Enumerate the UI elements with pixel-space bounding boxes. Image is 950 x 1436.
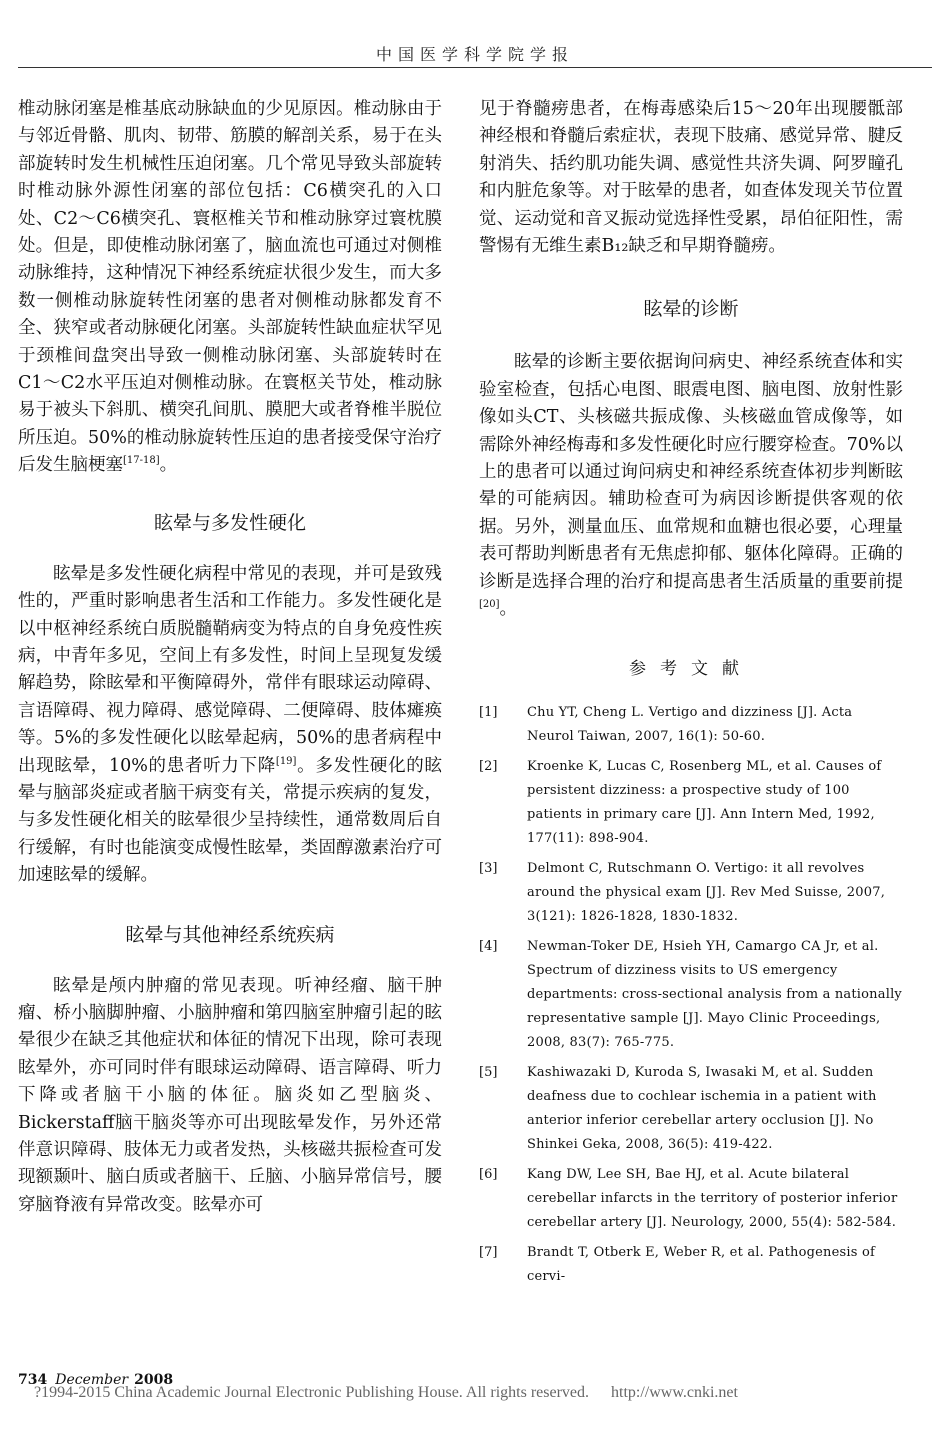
copyright-watermark <box>34 1384 934 1402</box>
reference-item <box>479 755 903 851</box>
reference-number: [2] <box>479 758 498 774</box>
paragraph-text: 眩晕是多发性硬化病程中常见的表现，并可是致残性的，严重时影响患者生活和工作能力。多发性硬化是以中枢神经系统白质脱髓鞘病变为特点的自身免疫性疾病，中青年多见，空间上有多发性，时间上呈现复发缓解趋势，除眩晕和平衡障碍外，常伴有眼球运动障碍、言语障碍、视力障碍、感觉障碍、二便障碍、肢体瘫痪等。5%的多发性硬化以眩晕起病，50%的患者病程中出现眩晕，10%的患者听力下降 <box>18 563 442 776</box>
reference-text: Kashiwazaki D, Kuroda S, Iwasaki M, et al. Sudden deafness due to cochlear ischemia in a patient with anterior inferior cerebellar artery occlusion [J]. No Shinkei Geka, 2008, 36(5): 419-422. <box>527 1064 877 1152</box>
reference-item <box>479 935 903 1055</box>
citation: [19] <box>275 755 297 767</box>
section-heading-other-diseases: 眩晕与其他神经系统疾病 <box>125 923 335 946</box>
references-heading: 参考文献 <box>629 658 753 679</box>
paragraph-text: 椎动脉闭塞是椎基底动脉缺血的少见原因。椎动脉由于与邻近骨骼、肌肉、韧带、筋膜的解剖关系，易于在头部旋转时发生机械性压迫闭塞。几个常见导致头部旋转时椎动脉外源性闭塞的部位包括：C6横突孔的入口处、C2～C6横突孔、寰枢椎关节和椎动脉穿过寰枕膜处。但是，即使椎动脉闭塞了，脑血流也可通过对侧椎动脉维持，这种情况下神经系统症状很少发生，而大多数一侧椎动脉旋转性闭塞的患者对侧椎动脉都发育不全、狭窄或者动脉硬化闭塞。头部旋转性缺血症状罕见于颈椎间盘突出导致一侧椎动脉闭塞、头部旋转时在C1～C2水平压迫对侧椎动脉。在寰枢关节处，椎动脉易于被头下斜肌、横突孔间肌、膜肥大或者脊椎半脱位所压迫。50%的椎动脉旋转性压迫的患者接受保守治疗后发生脑梗塞 <box>18 99 442 476</box>
copyright-text: ?1994-2015 China Academic Journal Electronic Publishing House. All rights reserved. <box>34 1384 589 1401</box>
reference-item <box>479 701 903 749</box>
paragraph-text: 。多发性硬化的眩晕与脑部炎症或者脑干病变有关，常提示疾病的复发，与多发性硬化相关的眩晕很少呈持续性，通常数周后自行缓解，有时也能演变成慢性眩晕，类固醇激素治疗可加速眩晕的缓解。 <box>18 755 443 886</box>
issue-year: 2008 <box>134 1372 174 1388</box>
reference-text: Chu YT, Cheng L. Vertigo and dizziness [J]. Acta Neurol Taiwan, 2007, 16(1): 50-60. <box>527 704 853 744</box>
reference-item <box>479 1061 903 1157</box>
citation: [17-18] <box>123 455 160 467</box>
reference-number: [6] <box>479 1166 498 1182</box>
reference-number: [7] <box>479 1244 498 1260</box>
left-column <box>18 96 442 1219</box>
paragraph-other-diseases: 眩晕是颅内肿瘤的常见表现。听神经瘤、脑干肿瘤、桥小脑脚肿瘤、小脑肿瘤和第四脑室肿瘤引起的眩晕很少在缺乏其他症状和体征的情况下出现，除可表现眩晕外，亦可同时伴有眼球运动障碍、语言障碍、听力下降或者脑干小脑的体征。脑炎如乙型脑炎、Bickerstaff脑干脑炎等亦可出现眩晕发作，另外还常伴意识障碍、肢体无力或者发热，头核磁共振检查可发现额颞叶、脑白质或者脑干、丘脑、小脑异常信号，腰穿脑脊液有异常改变。眩晕亦可 <box>18 975 442 1215</box>
paragraph-multiple-sclerosis <box>18 561 442 890</box>
reference-text: Kang DW, Lee SH, Bae HJ, et al. Acute bilateral cerebellar infarcts in the territory of posterior inferior cerebellar artery [J]. Neurology, 2000, 55(4): 582-584. <box>527 1166 898 1230</box>
paragraph-end: 。 <box>499 599 518 620</box>
paragraph-diagnosis <box>479 349 903 623</box>
reference-text: Brandt T, Otberk E, Weber R, et al. Pathogenesis of cervi- <box>527 1244 875 1284</box>
reference-item <box>479 1241 903 1289</box>
reference-number: [1] <box>479 704 498 720</box>
reference-text: Newman-Toker DE, Hsieh YH, Camargo CA Jr, et al. Spectrum of dizziness visits to US emergency departments: cross-sectional analysis from a nationally representative sample [J]. Mayo Clinic Proceedings, 2008, 83(7): 765-775. <box>527 938 902 1050</box>
section-heading-diagnosis: 眩晕的诊断 <box>643 298 739 321</box>
reference-text: Kroenke K, Lucas C, Rosenberg ML, et al. Causes of persistent dizziness: a prospective study of 100 patients in primary care [J]. Ann Intern Med, 1992, 177(11): 898-904. <box>527 758 882 846</box>
header-rule <box>18 67 932 68</box>
section-heading-multiple-sclerosis: 眩晕与多发性硬化 <box>153 511 306 534</box>
reference-item <box>479 857 903 929</box>
reference-number: [4] <box>479 938 498 954</box>
reference-text: Delmont C, Rutschmann O. Vertigo: it all revolves around the physical exam [J]. Rev Med Suisse, 2007, 3(121): 1826-1828, 1830-1832. <box>527 860 886 924</box>
page-number: 734 <box>18 1372 48 1388</box>
paragraph-tabes-dorsalis: 见于脊髓痨患者，在梅毒感染后15～20年出现腰骶部神经根和脊髓后索症状，表现下肢痛、感觉异常、腱反射消失、括约肌功能失调、感觉性共济失调、阿罗瞳孔和内脏危象等。对于眩晕的患者，如查体发现关节位置觉、运动觉和音叉振动觉选择性受累，昂伯征阳性，需警惕有无维生素B₁₂缺乏和早期脊髓痨。 <box>479 99 903 257</box>
reference-item <box>479 1163 903 1235</box>
citation: [20] <box>479 599 500 611</box>
reference-number: [5] <box>479 1064 498 1080</box>
paragraph-end: 。 <box>159 455 178 476</box>
source-url: http://www.cnki.net <box>611 1384 738 1401</box>
issue-month: December <box>55 1372 129 1388</box>
journal-header: 中国医学科学院学报 <box>375 45 574 64</box>
paragraph-text: 眩晕的诊断主要依据询问病史、神经系统查体和实验室检查，包括心电图、眼震电图、脑电图、放射性影像如头CT、头核磁共振成像、头核磁血管成像等，如需除外神经梅毒和多发性硬化时应行腰穿检查。70%以上的患者可以通过询问病史和神经系统查体初步判断眩晕的可能病因。辅助检查可为病因诊断提供客观的依据。另外，测量血压、血常规和血糖也很必要，心理量表可帮助判断患者有无焦虑抑郁、躯体化障碍。正确的诊断是选择合理的治疗和提高患者生活质量的重要前提 <box>479 352 903 592</box>
reference-number: [3] <box>479 860 498 876</box>
right-column <box>479 96 903 1289</box>
paragraph-vertebral-artery <box>18 96 442 480</box>
